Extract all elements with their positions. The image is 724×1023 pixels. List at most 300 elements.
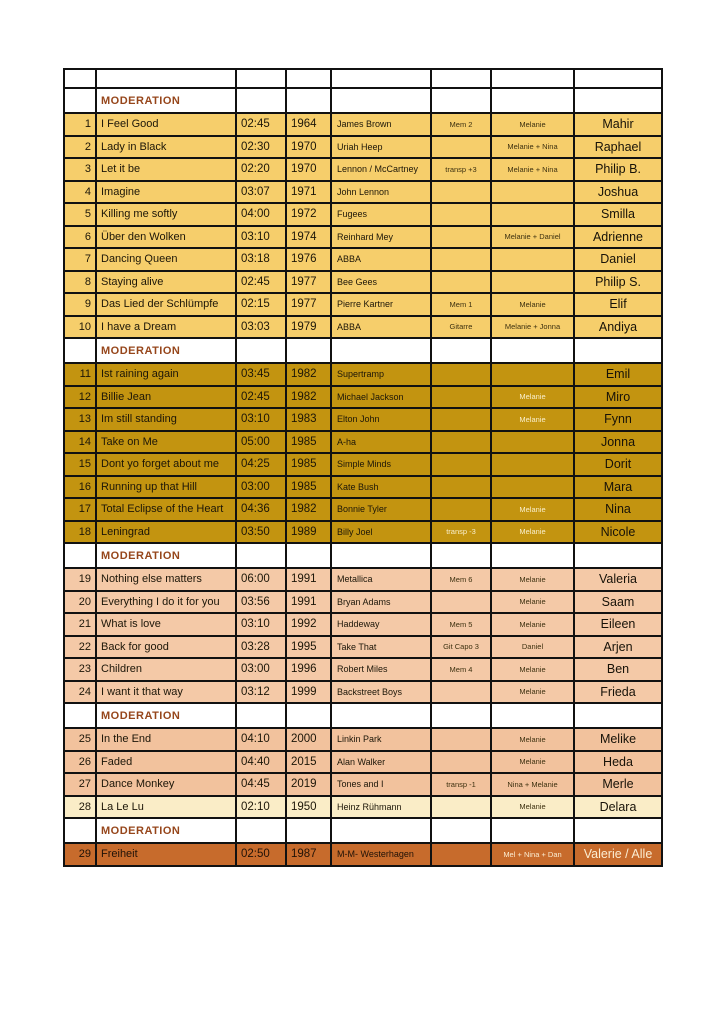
year-cell: 1970 [286, 158, 331, 181]
artist-cell: ABBA [331, 316, 431, 339]
presenter-cell: Arjen [574, 636, 662, 659]
song-title-cell: I want it that way [96, 681, 236, 704]
song-title-cell: Dance Monkey [96, 773, 236, 796]
artist-cell: Metallica [331, 568, 431, 591]
song-title-cell: Total Eclipse of the Heart [96, 498, 236, 521]
row-number-cell: 11 [64, 363, 96, 386]
table-row [64, 843, 662, 866]
duration-cell: 04:00 [236, 203, 286, 226]
table-row [64, 751, 662, 774]
year-cell: 1995 [286, 636, 331, 659]
presenter-cell: Valerie / Alle [574, 843, 662, 866]
presenter-cell [574, 69, 662, 88]
presenter-cell: Ben [574, 658, 662, 681]
song-title-cell: Staying alive [96, 271, 236, 294]
duration-cell: 05:00 [236, 431, 286, 454]
moderation-row [64, 703, 662, 728]
presenter-cell: Delara [574, 796, 662, 819]
note-cell [431, 453, 491, 476]
row-number-cell: 17 [64, 498, 96, 521]
singers-cell [491, 69, 574, 88]
table-row [64, 773, 662, 796]
table-row [64, 636, 662, 659]
row-number-cell [64, 818, 96, 843]
row-number-cell: 7 [64, 248, 96, 271]
song-title-cell: Im still standing [96, 408, 236, 431]
table-row [64, 181, 662, 204]
year-cell: 1977 [286, 293, 331, 316]
row-number-cell: 16 [64, 476, 96, 499]
singers-cell [491, 703, 574, 728]
singers-cell: Melanie [491, 293, 574, 316]
song-title-cell: In the End [96, 728, 236, 751]
song-title-cell [96, 69, 236, 88]
duration-cell: 03:10 [236, 226, 286, 249]
year-cell: 1989 [286, 521, 331, 544]
note-cell [431, 431, 491, 454]
singers-cell: Nina + Melanie [491, 773, 574, 796]
row-number-cell: 21 [64, 613, 96, 636]
duration-cell: 04:36 [236, 498, 286, 521]
artist-cell: Kate Bush [331, 476, 431, 499]
singers-cell [491, 818, 574, 843]
song-title-cell: I have a Dream [96, 316, 236, 339]
song-title-cell: Lady in Black [96, 136, 236, 159]
year-cell [286, 338, 331, 363]
note-cell: Mem 4 [431, 658, 491, 681]
song-title-cell: Everything I do it for you [96, 591, 236, 614]
presenter-cell: Merle [574, 773, 662, 796]
song-title-cell: Über den Wolken [96, 226, 236, 249]
duration-cell: 03:10 [236, 613, 286, 636]
artist-cell: Simple Minds [331, 453, 431, 476]
artist-cell: Reinhard Mey [331, 226, 431, 249]
note-cell [431, 338, 491, 363]
moderation-heading: MODERATION [96, 88, 236, 113]
artist-cell: M-M- Westerhagen [331, 843, 431, 866]
artist-cell: Michael Jackson [331, 386, 431, 409]
row-number-cell: 27 [64, 773, 96, 796]
singers-cell [491, 453, 574, 476]
song-title-cell: Dont yo forget about me [96, 453, 236, 476]
song-title-cell: Let it be [96, 158, 236, 181]
presenter-cell: Adrienne [574, 226, 662, 249]
duration-cell: 03:45 [236, 363, 286, 386]
presenter-cell [574, 703, 662, 728]
song-title-cell: Nothing else matters [96, 568, 236, 591]
year-cell: 1999 [286, 681, 331, 704]
song-title-cell: What is love [96, 613, 236, 636]
moderation-row [64, 338, 662, 363]
row-number-cell [64, 88, 96, 113]
year-cell: 1950 [286, 796, 331, 819]
duration-cell [236, 818, 286, 843]
note-cell [431, 843, 491, 866]
row-number-cell: 13 [64, 408, 96, 431]
row-number-cell: 12 [64, 386, 96, 409]
year-cell: 2015 [286, 751, 331, 774]
presenter-cell [574, 338, 662, 363]
row-number-cell: 19 [64, 568, 96, 591]
singers-cell [491, 271, 574, 294]
note-cell [431, 796, 491, 819]
row-number-cell [64, 703, 96, 728]
singers-cell: Melanie + Jonna [491, 316, 574, 339]
note-cell: transp -3 [431, 521, 491, 544]
presenter-cell: Mara [574, 476, 662, 499]
row-number-cell [64, 69, 96, 88]
moderation-row [64, 543, 662, 568]
song-title-cell: I Feel Good [96, 113, 236, 136]
song-title-cell: Running up that Hill [96, 476, 236, 499]
note-cell [431, 681, 491, 704]
year-cell [286, 69, 331, 88]
duration-cell: 03:07 [236, 181, 286, 204]
note-cell: Mem 1 [431, 293, 491, 316]
song-title-cell: Faded [96, 751, 236, 774]
duration-cell: 03:10 [236, 408, 286, 431]
note-cell [431, 728, 491, 751]
presenter-cell: Eileen [574, 613, 662, 636]
year-cell: 1976 [286, 248, 331, 271]
song-title-cell: Das Lied der Schlümpfe [96, 293, 236, 316]
presenter-cell: Philip S. [574, 271, 662, 294]
duration-cell: 03:18 [236, 248, 286, 271]
row-number-cell: 8 [64, 271, 96, 294]
note-cell [431, 751, 491, 774]
note-cell [431, 408, 491, 431]
duration-cell [236, 88, 286, 113]
artist-cell: Bonnie Tyler [331, 498, 431, 521]
duration-cell: 02:45 [236, 113, 286, 136]
song-title-cell: Leningrad [96, 521, 236, 544]
singers-cell: Daniel [491, 636, 574, 659]
artist-cell: Bee Gees [331, 271, 431, 294]
presenter-cell: Daniel [574, 248, 662, 271]
row-number-cell: 22 [64, 636, 96, 659]
duration-cell: 03:50 [236, 521, 286, 544]
artist-cell: Heinz Rühmann [331, 796, 431, 819]
presenter-cell: Heda [574, 751, 662, 774]
note-cell [431, 136, 491, 159]
duration-cell [236, 543, 286, 568]
presenter-cell: Nina [574, 498, 662, 521]
artist-cell: Backstreet Boys [331, 681, 431, 704]
year-cell: 1991 [286, 568, 331, 591]
artist-cell [331, 818, 431, 843]
singers-cell: Melanie [491, 498, 574, 521]
note-cell [431, 271, 491, 294]
singers-cell: Melanie [491, 591, 574, 614]
singers-cell: Melanie [491, 751, 574, 774]
presenter-cell: Mahir [574, 113, 662, 136]
note-cell [431, 226, 491, 249]
year-cell: 1977 [286, 271, 331, 294]
table-row [64, 203, 662, 226]
table-row [64, 271, 662, 294]
singers-cell: Melanie [491, 568, 574, 591]
moderation-row [64, 88, 662, 113]
table-row [64, 476, 662, 499]
duration-cell: 02:20 [236, 158, 286, 181]
presenter-cell: Miro [574, 386, 662, 409]
duration-cell: 03:03 [236, 316, 286, 339]
row-number-cell: 24 [64, 681, 96, 704]
singers-cell [491, 431, 574, 454]
year-cell: 1974 [286, 226, 331, 249]
singers-cell: Melanie [491, 113, 574, 136]
row-number-cell: 5 [64, 203, 96, 226]
year-cell: 1982 [286, 386, 331, 409]
year-cell: 1985 [286, 453, 331, 476]
table-row [64, 226, 662, 249]
note-cell: Mem 2 [431, 113, 491, 136]
duration-cell: 02:45 [236, 386, 286, 409]
row-number-cell: 29 [64, 843, 96, 866]
table-row [64, 386, 662, 409]
table-row [64, 591, 662, 614]
artist-cell: James Brown [331, 113, 431, 136]
song-title-cell: Killing me softly [96, 203, 236, 226]
setlist-table [63, 68, 663, 867]
presenter-cell: Frieda [574, 681, 662, 704]
singers-cell [491, 543, 574, 568]
table-row [64, 796, 662, 819]
singers-cell: Mel + Nina + Dan [491, 843, 574, 866]
presenter-cell: Philip B. [574, 158, 662, 181]
table-row [64, 728, 662, 751]
note-cell [431, 181, 491, 204]
artist-cell [331, 88, 431, 113]
row-number-cell: 4 [64, 181, 96, 204]
table-row [64, 248, 662, 271]
row-number-cell: 26 [64, 751, 96, 774]
duration-cell: 03:56 [236, 591, 286, 614]
row-number-cell: 28 [64, 796, 96, 819]
table-row [64, 431, 662, 454]
year-cell: 1970 [286, 136, 331, 159]
duration-cell: 02:15 [236, 293, 286, 316]
year-cell: 1996 [286, 658, 331, 681]
duration-cell: 02:10 [236, 796, 286, 819]
duration-cell: 02:45 [236, 271, 286, 294]
presenter-cell: Raphael [574, 136, 662, 159]
song-title-cell: Imagine [96, 181, 236, 204]
row-number-cell: 23 [64, 658, 96, 681]
duration-cell [236, 703, 286, 728]
note-cell: Mem 6 [431, 568, 491, 591]
year-cell: 1983 [286, 408, 331, 431]
artist-cell: A-ha [331, 431, 431, 454]
singers-cell: Melanie + Nina [491, 158, 574, 181]
singers-cell [491, 248, 574, 271]
singers-cell: Melanie [491, 613, 574, 636]
duration-cell: 03:28 [236, 636, 286, 659]
table-row [64, 293, 662, 316]
singers-cell: Melanie + Nina [491, 136, 574, 159]
blank-row [64, 69, 662, 88]
artist-cell: Haddeway [331, 613, 431, 636]
row-number-cell: 1 [64, 113, 96, 136]
presenter-cell [574, 818, 662, 843]
duration-cell [236, 69, 286, 88]
singers-cell [491, 476, 574, 499]
year-cell: 2000 [286, 728, 331, 751]
singers-cell: Melanie [491, 796, 574, 819]
artist-cell: Lennon / McCartney [331, 158, 431, 181]
table-row [64, 498, 662, 521]
duration-cell: 03:00 [236, 476, 286, 499]
note-cell [431, 248, 491, 271]
presenter-cell: Jonna [574, 431, 662, 454]
artist-cell: Robert Miles [331, 658, 431, 681]
duration-cell: 04:40 [236, 751, 286, 774]
year-cell: 1991 [286, 591, 331, 614]
row-number-cell: 20 [64, 591, 96, 614]
moderation-heading: MODERATION [96, 818, 236, 843]
row-number-cell: 14 [64, 431, 96, 454]
artist-cell: Pierre Kartner [331, 293, 431, 316]
year-cell: 1971 [286, 181, 331, 204]
table-row [64, 681, 662, 704]
song-title-cell: Billie Jean [96, 386, 236, 409]
table-row [64, 316, 662, 339]
artist-cell [331, 703, 431, 728]
singers-cell: Melanie [491, 681, 574, 704]
presenter-cell: Elif [574, 293, 662, 316]
note-cell [431, 203, 491, 226]
singers-cell [491, 363, 574, 386]
singers-cell: Melanie [491, 386, 574, 409]
presenter-cell: Dorit [574, 453, 662, 476]
singers-cell: Melanie [491, 658, 574, 681]
setlist-table-body [64, 69, 662, 866]
note-cell [431, 476, 491, 499]
row-number-cell: 3 [64, 158, 96, 181]
duration-cell: 02:50 [236, 843, 286, 866]
duration-cell [236, 338, 286, 363]
row-number-cell: 6 [64, 226, 96, 249]
row-number-cell: 18 [64, 521, 96, 544]
year-cell: 1985 [286, 431, 331, 454]
note-cell [431, 818, 491, 843]
moderation-heading: MODERATION [96, 703, 236, 728]
row-number-cell: 2 [64, 136, 96, 159]
table-row [64, 136, 662, 159]
year-cell: 1964 [286, 113, 331, 136]
singers-cell [491, 181, 574, 204]
artist-cell: Elton John [331, 408, 431, 431]
singers-cell: Melanie [491, 521, 574, 544]
song-title-cell: Ist raining again [96, 363, 236, 386]
presenter-cell: Andiya [574, 316, 662, 339]
year-cell [286, 703, 331, 728]
artist-cell: John Lennon [331, 181, 431, 204]
note-cell [431, 498, 491, 521]
moderation-row [64, 818, 662, 843]
table-row [64, 453, 662, 476]
year-cell [286, 818, 331, 843]
year-cell: 1972 [286, 203, 331, 226]
artist-cell: Linkin Park [331, 728, 431, 751]
note-cell [431, 363, 491, 386]
singers-cell: Melanie [491, 408, 574, 431]
year-cell: 1987 [286, 843, 331, 866]
song-title-cell: Back for good [96, 636, 236, 659]
row-number-cell: 10 [64, 316, 96, 339]
note-cell: Git Capo 3 [431, 636, 491, 659]
artist-cell: Uriah Heep [331, 136, 431, 159]
table-row [64, 568, 662, 591]
presenter-cell: Saam [574, 591, 662, 614]
note-cell [431, 591, 491, 614]
table-row [64, 113, 662, 136]
artist-cell: Billy Joel [331, 521, 431, 544]
row-number-cell [64, 543, 96, 568]
moderation-heading: MODERATION [96, 543, 236, 568]
table-row [64, 408, 662, 431]
year-cell [286, 88, 331, 113]
note-cell [431, 386, 491, 409]
table-row [64, 521, 662, 544]
singers-cell: Melanie + Daniel [491, 226, 574, 249]
duration-cell: 02:30 [236, 136, 286, 159]
table-row [64, 363, 662, 386]
duration-cell: 04:45 [236, 773, 286, 796]
artist-cell: Alan Walker [331, 751, 431, 774]
row-number-cell: 25 [64, 728, 96, 751]
presenter-cell: Melike [574, 728, 662, 751]
presenter-cell: Emil [574, 363, 662, 386]
row-number-cell: 9 [64, 293, 96, 316]
singers-cell [491, 203, 574, 226]
row-number-cell [64, 338, 96, 363]
presenter-cell [574, 88, 662, 113]
artist-cell [331, 543, 431, 568]
duration-cell: 04:10 [236, 728, 286, 751]
note-cell [431, 69, 491, 88]
table-row [64, 158, 662, 181]
setlist-sheet [63, 68, 663, 867]
note-cell [431, 88, 491, 113]
singers-cell: Melanie [491, 728, 574, 751]
duration-cell: 04:25 [236, 453, 286, 476]
note-cell: Gitarre [431, 316, 491, 339]
year-cell: 1982 [286, 498, 331, 521]
note-cell [431, 543, 491, 568]
song-title-cell: Take on Me [96, 431, 236, 454]
year-cell: 1992 [286, 613, 331, 636]
song-title-cell: Freiheit [96, 843, 236, 866]
artist-cell: Supertramp [331, 363, 431, 386]
presenter-cell: Valeria [574, 568, 662, 591]
artist-cell [331, 69, 431, 88]
song-title-cell: Children [96, 658, 236, 681]
presenter-cell: Joshua [574, 181, 662, 204]
singers-cell [491, 88, 574, 113]
note-cell [431, 703, 491, 728]
note-cell: transp -1 [431, 773, 491, 796]
year-cell: 2019 [286, 773, 331, 796]
singers-cell [491, 338, 574, 363]
presenter-cell: Fynn [574, 408, 662, 431]
duration-cell: 03:12 [236, 681, 286, 704]
artist-cell: Bryan Adams [331, 591, 431, 614]
moderation-heading: MODERATION [96, 338, 236, 363]
note-cell: transp +3 [431, 158, 491, 181]
table-row [64, 658, 662, 681]
year-cell [286, 543, 331, 568]
